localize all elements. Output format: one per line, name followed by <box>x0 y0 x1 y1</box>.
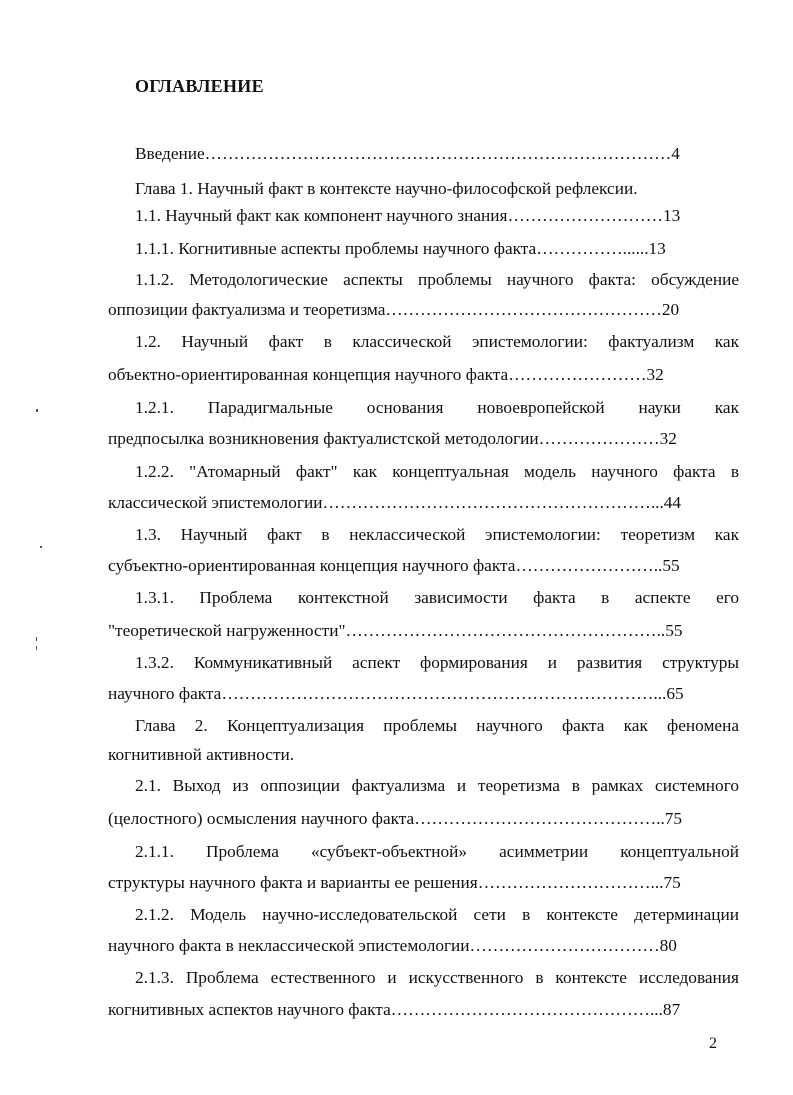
toc-chapter-1-heading: Глава 1. Научный факт в контексте научно-философской рефлексии. <box>135 179 638 198</box>
toc-entry-1-1-2-line1: 1.1.2. Методологические аспекты проблемы научного факта: обсуждение <box>135 270 739 289</box>
toc-entry-2-1-2-line1: 2.1.2. Модель научно-исследовательской сети в контексте детерминации <box>135 905 739 924</box>
toc-entry-1-2-2-line1: 1.2.2. "Атомарный факт" как концептуальная модель научного факта в <box>135 462 739 481</box>
toc-entry-2-1-line2: (целостного) осмысления научного факта……………………………………..75 <box>108 809 683 828</box>
toc-entry-1-3-1-line1: 1.3.1. Проблема контекстной зависимости факта в аспекте его <box>135 588 739 607</box>
toc-entry-2-1-1-line1: 2.1.1. Проблема «субъект-объектной» асимметрии концептуальной <box>135 842 739 861</box>
toc-entry-2-1-2-line2: научного факта в неклассической эпистемологии……………………………80 <box>108 936 677 955</box>
page-number: 2 <box>709 1035 717 1052</box>
toc-entry-1-2-2-line2: классической эпистемологии…………………………………………………...44 <box>108 493 682 512</box>
toc-entry-2-1-1-line2: структуры научного факта и варианты ее решения…………………………...75 <box>108 873 681 892</box>
toc-chapter-2-heading-line2: когнитивной активности. <box>108 745 295 764</box>
scan-speck <box>40 546 42 548</box>
toc-entry-1-1-1: 1.1.1. Когнитивные аспекты проблемы научного факта……………......13 <box>135 239 666 258</box>
toc-entry-1-3-1-line2: "теоретической нагруженности"………………………………………………..55 <box>108 621 683 640</box>
toc-entry-1-3-2-line2: научного факта…………………………………………………………………...65 <box>108 684 684 703</box>
toc-entry-1-3-line2: субъектно-ориентированная концепция научного факта……………………..55 <box>108 556 680 575</box>
toc-entry-1-2-line2: объектно-ориентированная концепция научного факта……………………32 <box>108 365 664 384</box>
toc-entry-1-1: 1.1. Научный факт как компонент научного знания………………………13 <box>135 206 681 225</box>
scan-speck <box>36 646 37 650</box>
scan-speck <box>36 409 38 412</box>
toc-entry-1-3-2-line1: 1.3.2. Коммуникативный аспект формирования и развития структуры <box>135 653 739 672</box>
toc-entry-2-1-3-line1: 2.1.3. Проблема естественного и искусственного в контексте исследования <box>135 968 739 987</box>
toc-entry-2-1-line1: 2.1. Выход из оппозиции фактуализма и теоретизма в рамках системного <box>135 776 739 795</box>
toc-entry-1-3-line1: 1.3. Научный факт в неклассической эпистемологии: теоретизм как <box>135 525 739 544</box>
toc-entry-2-1-3-line2: когнитивных аспектов научного факта………………………………………...87 <box>108 1000 681 1019</box>
toc-entry-1-2-line1: 1.2. Научный факт в классической эпистемологии: фактуализм как <box>135 332 739 351</box>
page-title: ОГЛАВЛЕНИЕ <box>135 76 264 96</box>
toc-entry-1-2-1-line2: предпосылка возникновения фактуалистской методологии…………………32 <box>108 429 677 448</box>
scan-speck <box>36 637 37 641</box>
toc-entry-introduction: Введение………………………………………………………………………4 <box>135 144 680 163</box>
toc-entry-1-2-1-line1: 1.2.1. Парадигмальные основания новоевропейской науки как <box>135 398 739 417</box>
toc-entry-1-1-2-line2: оппозиции фактуализма и теоретизма…………………………………………20 <box>108 300 680 319</box>
toc-chapter-2-heading-line1: Глава 2. Концептуализация проблемы научного факта как феномена <box>135 716 739 735</box>
